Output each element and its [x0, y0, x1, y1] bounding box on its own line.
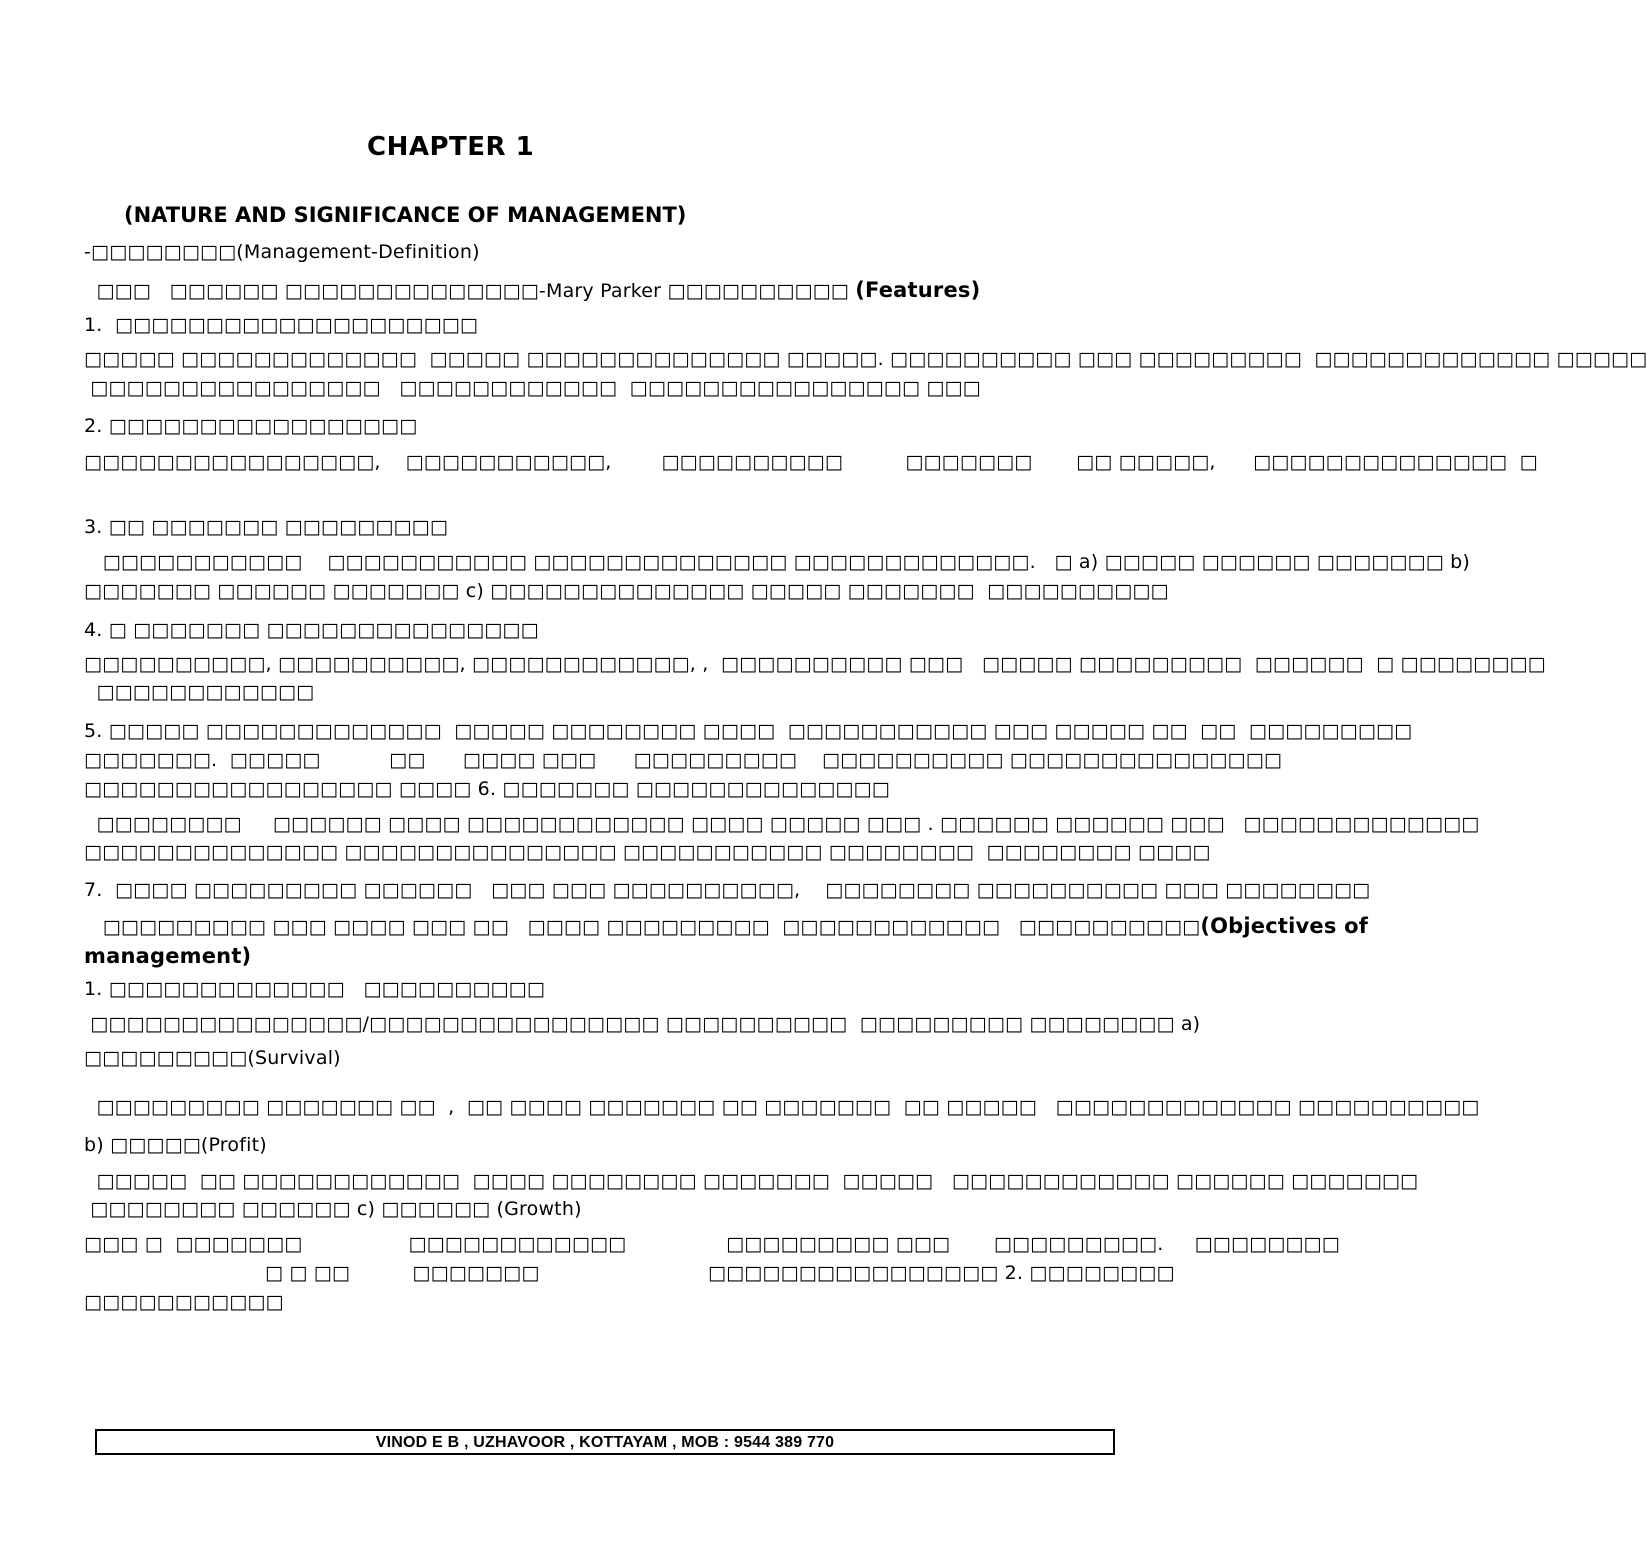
feature-1-text-line-1: □□□□□ □□□□□□□□□□□□□ □□□□□ □□□□□□□□□□□□□□ □□□□□. □□□□□□□□□□ □□□ □□□□□□□□□ □□□□□□□□□□□□□ □□□□□ — [84, 348, 1647, 370]
feature-6-text-line-2: □□□□□□□□□□□□□□ □□□□□□□□□□□□□□□ □□□□□□□□□□□ □□□□□□□□ □□□□□□□□ □□□□ — [84, 841, 1211, 863]
feature-4-heading: 4. □ □□□□□□□ □□□□□□□□□□□□□□□ — [84, 619, 539, 641]
definition-line — [84, 278, 980, 303]
growth-heading: □□□□□□□□ □□□□□□ c) □□□□□□ (Growth) — [84, 1198, 582, 1220]
feature-7-text: 7. □□□□ □□□□□□□□□ □□□□□□ □□□ □□□ □□□□□□□□□□, □□□□□□□□ □□□□□□□□□□ □□□ □□□□□□□□ — [84, 879, 1371, 901]
definition-text: □□□ □□□□□□ □□□□□□□□□□□□□□-Mary Parker □□□□□□□□□□ — [84, 280, 856, 302]
survival-heading: □□□□□□□□□(Survival) — [84, 1047, 341, 1069]
feature-3-heading: 3. □□ □□□□□□□ □□□□□□□□□ — [84, 516, 448, 538]
management-label: management) — [84, 944, 252, 968]
features-label: (Features) — [855, 278, 981, 302]
objectives-label: (Objectives of — [1200, 914, 1369, 938]
feature-5-text-line-1: 5. □□□□□ □□□□□□□□□□□□□ □□□□□ □□□□□□□□ □□□□ □□□□□□□□□□□ □□□ □□□□□ □□ □□ □□□□□□□□□ — [84, 720, 1413, 742]
objective-1-heading: 1. □□□□□□□□□□□□□ □□□□□□□□□□ — [84, 978, 545, 1000]
feature-4-text-line-1: □□□□□□□□□□, □□□□□□□□□□, □□□□□□□□□□□□, , □□□□□□□□□□ □□□ □□□□□ □□□□□□□□□ □□□□□□ □ □□□□□□□□ — [84, 653, 1546, 675]
growth-text-line-3: □□□□□□□□□□□ — [84, 1291, 284, 1313]
growth-text-line-1: □□□ □ □□□□□□□ □□□□□□□□□□□□ □□□□□□□□□ □□□ □□□□□□□□□. □□□□□□□□ — [84, 1233, 1340, 1255]
definition-heading: -□□□□□□□□(Management-Definition) — [84, 241, 480, 263]
footer-box: VINOD E B , UZHAVOOR , KOTTAYAM , MOB : 9544 389 770 — [95, 1429, 1115, 1455]
chapter-subtitle: (NATURE AND SIGNIFICANCE OF MANAGEMENT) — [124, 203, 687, 227]
feature-5-text-line-3: □□□□□□□□□□□□□□□□□ □□□□ 6. □□□□□□□ □□□□□□□□□□□□□□ — [84, 778, 890, 800]
chapter-title: CHAPTER 1 — [367, 132, 535, 162]
feature-4-text-line-2: □□□□□□□□□□□□ — [84, 681, 315, 703]
survival-text: □□□□□□□□□ □□□□□□□ □□ , □□ □□□□ □□□□□□□ □□ □□□□□□□ □□ □□□□□ □□□□□□□□□□□□□ □□□□□□□□□□ — [84, 1096, 1480, 1118]
growth-text-line-2: □ □ □□ □□□□□□□ □□□□□□□□□□□□□□□□ 2. □□□□□□□□ — [84, 1262, 1175, 1284]
feature-2-text-line-1: □□□□□□□□□□□□□□□□, □□□□□□□□□□□, □□□□□□□□□□ □□□□□□□ □□ □□□□□, □□□□□□□□□□□□□□ □ — [84, 451, 1538, 473]
profit-text-line-1: □□□□□ □□ □□□□□□□□□□□□ □□□□ □□□□□□□□ □□□□□□□ □□□□□ □□□□□□□□□□□□ □□□□□□ □□□□□□□ — [84, 1170, 1419, 1192]
feature-1-heading: 1. □□□□□□□□□□□□□□□□□□□□ — [84, 314, 479, 336]
feature-3-text-line-2: □□□□□□□ □□□□□□ □□□□□□□ c) □□□□□□□□□□□□□□ □□□□□ □□□□□□□ □□□□□□□□□□ — [84, 580, 1169, 602]
objectives-line — [84, 914, 1368, 939]
feature-5-text-line-2: □□□□□□□. □□□□□ □□ □□□□ □□□ □□□□□□□□□ □□□□□□□□□□ □□□□□□□□□□□□□□□ — [84, 749, 1283, 771]
feature-2-heading: 2. □□□□□□□□□□□□□□□□□ — [84, 415, 418, 437]
profit-heading: b) □□□□□(Profit) — [84, 1134, 267, 1156]
objective-1-text: □□□□□□□□□□□□□□□/□□□□□□□□□□□□□□□□ □□□□□□□□□□ □□□□□□□□□ □□□□□□□□ a) — [84, 1013, 1201, 1035]
feature-6-text-line-1: □□□□□□□□ □□□□□□ □□□□ □□□□□□□□□□□□ □□□□ □□□□□ □□□ . □□□□□□ □□□□□□ □□□ □□□□□□□□□□□□□ — [84, 813, 1480, 835]
feature-3-text-line-1: □□□□□□□□□□□ □□□□□□□□□□□ □□□□□□□□□□□□□□ □□□□□□□□□□□□□. □ a) □□□□□ □□□□□□ □□□□□□□ b) — [84, 551, 1470, 573]
objectives-text: □□□□□□□□□ □□□ □□□□ □□□ □□ □□□□ □□□□□□□□□ □□□□□□□□□□□□ □□□□□□□□□□ — [84, 916, 1201, 938]
feature-1-text-line-2: □□□□□□□□□□□□□□□□ □□□□□□□□□□□□ □□□□□□□□□□□□□□□□ □□□ — [84, 377, 981, 399]
